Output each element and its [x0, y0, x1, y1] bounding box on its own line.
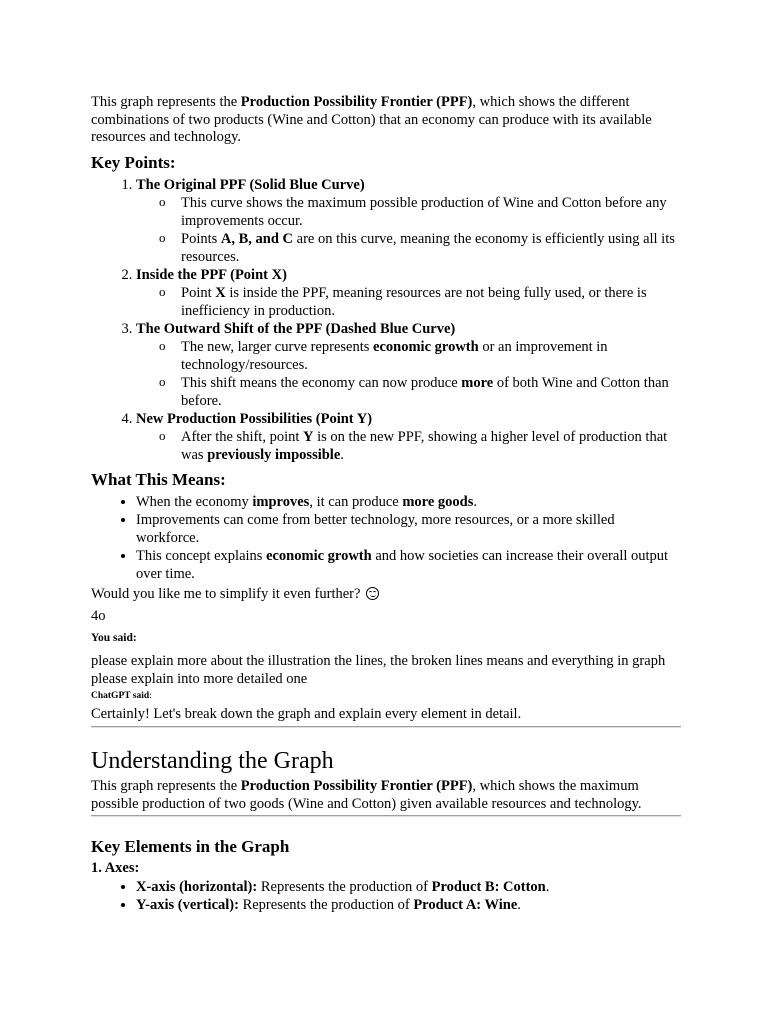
- key-points-list: [91, 176, 681, 464]
- list-item: 4. New Production Possibilities (Point Y) o After the shift, point Y is on the new PPF, showing a higher level of production that was previously impossible.: [136, 410, 681, 464]
- document-page: [91, 94, 681, 914]
- sub-list: [136, 428, 681, 464]
- smile-emoji-icon: [366, 587, 379, 600]
- list-item: • X-axis (horizontal): Represents the production of Product B: Cotton.: [136, 878, 681, 896]
- axes-heading: 1. Axes:: [91, 860, 140, 876]
- list-item: o After the shift, point Y is on the new PPF, showing a higher level of production that was previously impossible.: [181, 428, 681, 464]
- intro-paragraph: This graph represents the Production Possibility Frontier (PPF), which shows the different combinations of two products (Wine and Cotton) that an economy can produce with its available resources and technology.: [91, 94, 652, 145]
- what-this-means-heading: What This Means:: [91, 469, 226, 489]
- key-points-heading: Key Points:: [91, 152, 176, 172]
- list-item: o This curve shows the maximum possible production of Wine and Cotton before any improvements occur.: [181, 194, 681, 230]
- list-item: 3. The Outward Shift of the PPF (Dashed Blue Curve) o The new, larger curve represents economic growth or an improvement in technology/resources. o This shift means the economy can now produce more of both Wine and Cotton than before.: [136, 320, 681, 410]
- divider: [91, 726, 681, 728]
- model-tag: 4o: [91, 608, 106, 624]
- list-item: o The new, larger curve represents economic growth or an improvement in technology/resources.: [181, 338, 681, 374]
- list-item: 1. The Original PPF (Solid Blue Curve) o This curve shows the maximum possible production of Wine and Cotton before any improvements occur. o Points A, B, and C are on this curve, meaning the economy is efficiently using all its resources.: [136, 176, 681, 266]
- list-item: 2. Inside the PPF (Point X) o Point X is inside the PPF, meaning resources are not being fully used, or there is inefficiency in production.: [136, 266, 681, 320]
- reply-opening: Certainly! Let's break down the graph and explain every element in detail.: [91, 706, 522, 722]
- followup-question: Would you like me to simplify it even further?: [91, 586, 681, 604]
- key-elements-heading: Key Elements in the Graph: [91, 837, 290, 856]
- sub-list: [136, 338, 681, 410]
- list-item: o Point X is inside the PPF, meaning resources are not being fully used, or there is inefficiency in production.: [181, 284, 681, 320]
- list-item: • Y-axis (vertical): Represents the production of Product A: Wine.: [136, 896, 681, 914]
- understanding-heading: Understanding the Graph: [91, 748, 334, 774]
- chatgpt-said-label: ChatGPT said:: [91, 691, 152, 701]
- what-this-means-list: [91, 493, 681, 583]
- list-item: • This concept explains economic growth and how societies can increase their overall output over time.: [136, 547, 681, 583]
- user-message: please explain more about the illustration the lines, the broken lines means and everything in graph please explain into more detailed one: [91, 653, 666, 687]
- divider: [91, 815, 681, 817]
- list-item: • When the economy improves, it can produce more goods.: [136, 493, 681, 511]
- you-said-label: You said:: [91, 632, 137, 644]
- list-item: o Points A, B, and C are on this curve, meaning the economy is efficiently using all its resources.: [181, 230, 681, 266]
- understanding-paragraph: This graph represents the Production Possibility Frontier (PPF), which shows the maximum possible production of two goods (Wine and Cotton) given available resources and technology.: [91, 778, 642, 812]
- list-item: • Improvements can come from better technology, more resources, or a more skilled workforce.: [136, 511, 681, 547]
- axes-list: [91, 878, 681, 914]
- sub-list: [136, 284, 681, 320]
- list-item: o This shift means the economy can now produce more of both Wine and Cotton than before.: [181, 374, 681, 410]
- ppf-term: Production Possibility Frontier (PPF): [240, 94, 473, 110]
- sub-list: [136, 194, 681, 266]
